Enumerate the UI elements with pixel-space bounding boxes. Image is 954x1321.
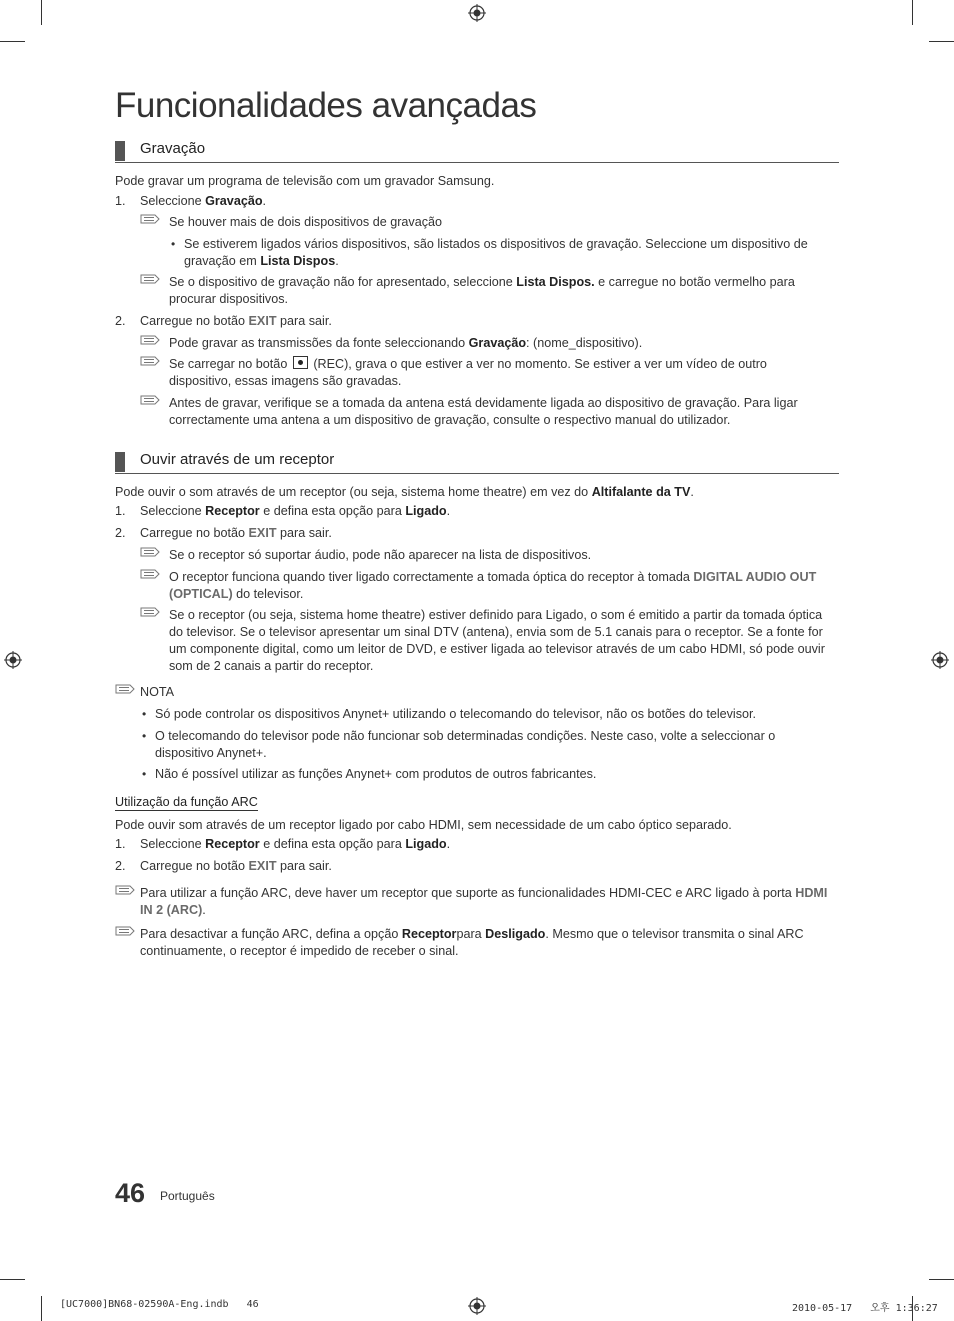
gravacao-note-2: Se o dispositivo de gravação não for apresentado, seleccione Lista Dispos. e carregue no botão vermelho para procurar dispositivos. bbox=[169, 275, 795, 306]
gravacao-note-1-bullet: Se estiverem ligados vários dispositivos, são listados os dispositivos de gravação. Seleccione um dispositivo de gravação em Lista Dispos. bbox=[184, 237, 808, 268]
language-label: Português bbox=[160, 1189, 215, 1203]
pencil-note-icon bbox=[140, 394, 160, 408]
gravacao-step-2: Carregue no botão EXIT para sair. bbox=[140, 314, 332, 328]
registration-mark-icon bbox=[4, 651, 22, 669]
pencil-note-icon bbox=[140, 546, 160, 560]
arc-step-1: Seleccione Receptor e defina esta opção para Ligado. bbox=[140, 837, 451, 851]
step-number: 2. bbox=[115, 526, 126, 540]
section-header-gravacao bbox=[115, 140, 839, 163]
step-number: 1. bbox=[115, 504, 126, 518]
gravacao-note-1: Se houver mais de dois dispositivos de gravação bbox=[169, 215, 443, 229]
print-file-name: [UC7000]BN68-02590A-Eng.indb 46 bbox=[60, 1299, 259, 1310]
bullet: • bbox=[142, 707, 147, 721]
crop-mark bbox=[0, 1279, 25, 1280]
bullet: • bbox=[142, 767, 147, 781]
page-title: Funcionalidades avançadas bbox=[115, 86, 537, 125]
pencil-note-icon bbox=[115, 925, 135, 939]
arc-intro: Pode ouvir som através de um receptor ligado por cabo HDMI, sem necessidade de um cabo óptico separado. bbox=[115, 818, 732, 832]
step-number: 1. bbox=[115, 837, 126, 851]
registration-mark-icon bbox=[931, 651, 949, 669]
arc-note-1: Para utilizar a função ARC, deve haver um receptor que suporte as funcionalidades HDMI-CEC e ARC ligado à porta HDMI IN 2 (ARC). bbox=[140, 886, 828, 917]
print-timestamp: 2010-05-17 오후 1:36:27 bbox=[792, 1303, 938, 1314]
step-number: 2. bbox=[115, 859, 126, 873]
section-header-receptor bbox=[115, 451, 839, 474]
record-button-icon bbox=[293, 356, 308, 369]
crop-mark bbox=[0, 41, 25, 42]
crop-mark bbox=[929, 1279, 954, 1280]
arc-subsection-title: Utilização da função ARC bbox=[115, 795, 258, 809]
nota-bullet-2: O telecomando do televisor pode não funcionar sob determinadas condições. Neste caso, volte a seleccionar o dispositivo Anynet+. bbox=[155, 729, 776, 760]
nota-bullet-3: Não é possível utilizar as funções Anynet+ com produtos de outros fabricantes. bbox=[155, 767, 597, 781]
receptor-note-2: O receptor funciona quando tiver ligado correctamente a tomada óptica do receptor à tomada DIGITAL AUDIO OUT (OPTICAL) do televisor. bbox=[169, 570, 817, 601]
crop-mark bbox=[41, 1296, 42, 1321]
pencil-note-icon bbox=[115, 683, 135, 697]
pencil-note-icon bbox=[140, 568, 160, 582]
nota-label: NOTA bbox=[140, 685, 175, 699]
receptor-intro: Pode ouvir o som através de um receptor (ou seja, sistema home theatre) em vez do Altifalante da TV. bbox=[115, 485, 694, 499]
receptor-note-3: Se o receptor (ou seja, sistema home theatre) estiver definido para Ligado, o som é emitido a partir da tomada óptica do televisor. Se o televisor apresentar um sinal DTV (antena), envia som de 5.1 canais para o receptor. Se a fonte for um componente digital, como um leitor de DVD, e estiver ligada ao televisor através de um cabo HDMI, só pode ouvir som de 2 canais a partir do receptor. bbox=[169, 608, 825, 673]
nota-bullet-1: Só pode controlar os dispositivos Anynet+ utilizando o telecomando do televisor, não os botões do televisor. bbox=[155, 707, 757, 721]
pencil-note-icon bbox=[140, 213, 160, 227]
gravacao-step-1: Seleccione Gravação. bbox=[140, 194, 267, 208]
pencil-note-icon bbox=[140, 606, 160, 620]
receptor-step-2: Carregue no botão EXIT para sair. bbox=[140, 526, 332, 540]
page-number: 46 bbox=[115, 1178, 146, 1208]
crop-mark bbox=[912, 0, 913, 25]
receptor-step-1: Seleccione Receptor e defina esta opção para Ligado. bbox=[140, 504, 451, 518]
pencil-note-icon bbox=[115, 884, 135, 898]
arc-step-2: Carregue no botão EXIT para sair. bbox=[140, 859, 332, 873]
crop-mark bbox=[41, 0, 42, 25]
section-marker bbox=[115, 452, 125, 472]
pencil-note-icon bbox=[140, 273, 160, 287]
pencil-note-icon bbox=[140, 334, 160, 348]
pencil-note-icon bbox=[140, 355, 160, 369]
bullet: • bbox=[142, 729, 147, 743]
section-title: Gravação bbox=[140, 140, 206, 157]
registration-mark-icon bbox=[468, 1297, 486, 1315]
crop-mark bbox=[929, 41, 954, 42]
step-number: 2. bbox=[115, 314, 126, 328]
gravacao-note-5: Antes de gravar, verifique se a tomada da antena está devidamente ligada ao dispositivo de gravação. Para ligar correctamente uma antena a um dispositivo de gravação, consulte o respectivo manual do utilizador. bbox=[169, 396, 798, 427]
section-title: Ouvir através de um receptor bbox=[140, 451, 335, 468]
section-marker bbox=[115, 141, 125, 161]
registration-mark-icon bbox=[468, 4, 486, 22]
gravacao-note-4: Se carregar no botão (REC), grava o que estiver a ver no momento. Se estiver a ver um vídeo de outro dispositivo, essas imagens são gravadas. bbox=[169, 357, 767, 388]
gravacao-note-3: Pode gravar as transmissões da fonte seleccionando Gravação: (nome_dispositivo). bbox=[169, 336, 643, 350]
step-number: 1. bbox=[115, 194, 126, 208]
receptor-note-1: Se o receptor só suportar áudio, pode não aparecer na lista de dispositivos. bbox=[169, 548, 592, 562]
arc-note-2: Para desactivar a função ARC, defina a opção Receptorpara Desligado. Mesmo que o televisor transmita o sinal ARC continuamente, o receptor é impedido de receber o sinal. bbox=[140, 927, 804, 958]
gravacao-intro: Pode gravar um programa de televisão com um gravador Samsung. bbox=[115, 174, 495, 188]
bullet: • bbox=[171, 237, 176, 251]
